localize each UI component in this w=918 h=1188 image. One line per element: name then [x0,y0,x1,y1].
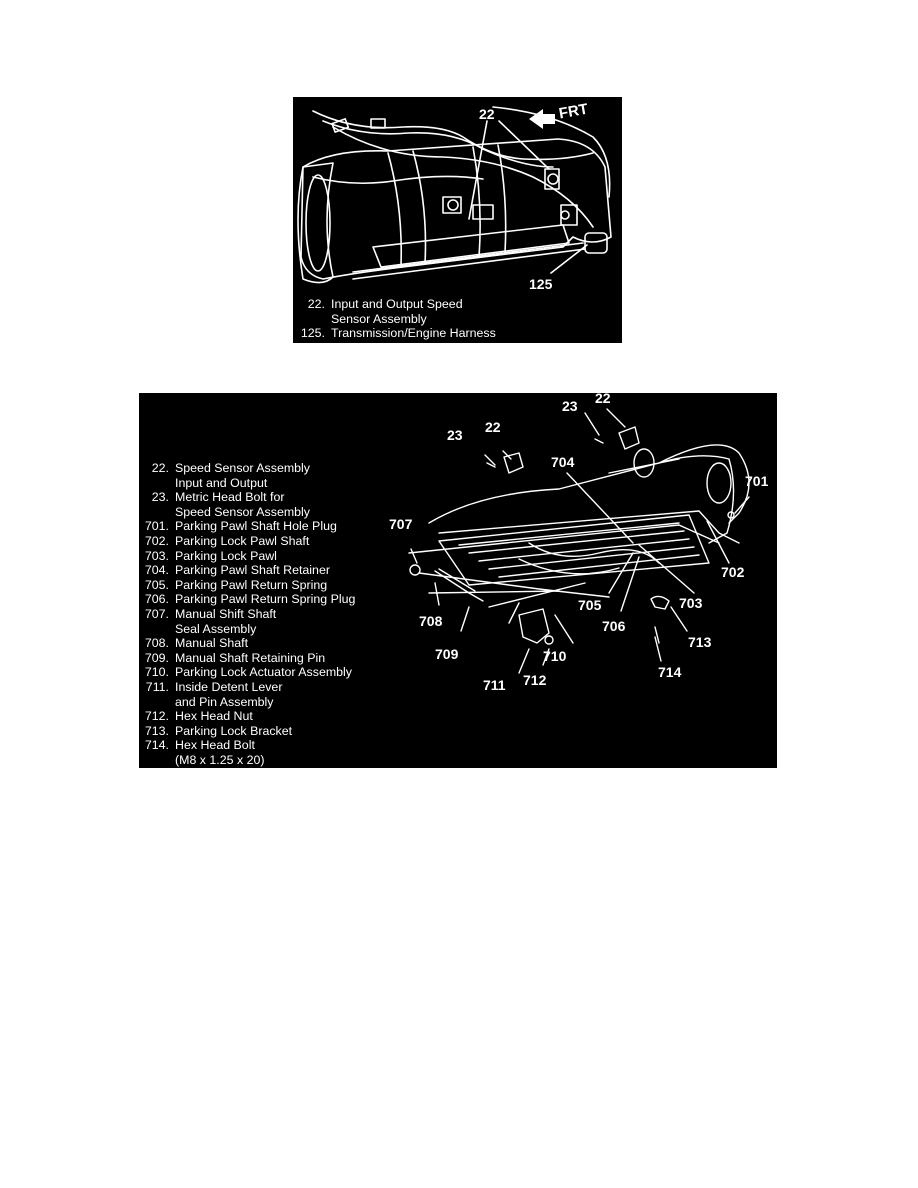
callout-708: 708 [419,613,443,629]
legend-number: 706. [144,592,169,607]
legend-text: Transmission/Engine Harness [331,326,496,341]
legend-text: Metric Head Bolt for [175,490,285,505]
legend-entry [297,326,496,341]
legend-text: Seal Assembly [175,621,257,636]
legend-entry [139,695,355,710]
figure-transmission-harness [293,97,622,343]
legend-number: 22. [151,461,169,475]
legend-entry [139,622,355,637]
callout-706: 706 [602,618,626,634]
legend-entry [139,519,355,534]
legend-text: Manual Shift Shaft [175,606,277,621]
legend-entry [139,592,355,607]
legend-entry [139,578,355,593]
legend-text: Sensor Assembly [331,311,427,326]
front-marker-label: FRT [557,100,590,123]
legend-number: 701. [144,519,169,534]
legend-text: Parking Lock Pawl Shaft [175,533,310,548]
legend-entry [139,490,355,505]
callout-711: 711 [483,677,506,693]
legend-text: and Pin Assembly [175,694,274,709]
callout-22-lower: 22 [485,419,501,435]
legend-number: 714. [144,738,169,753]
legend-number [139,622,169,637]
callout-704: 704 [551,454,575,470]
legend-entry [139,724,355,739]
figure1-legend [297,297,496,341]
legend-number: 702. [144,533,169,548]
legend-text: Input and Output [175,475,268,490]
legend-text: Inside Detent Lever [175,679,283,694]
legend-entry [139,709,355,724]
legend-number: 707. [144,606,169,621]
callout-713: 713 [688,634,712,650]
legend-text: Parking Pawl Shaft Hole Plug [175,519,337,534]
callout-23-lower: 23 [447,427,463,443]
callout-710: 710 [543,648,567,664]
callout-22: 22 [479,106,495,122]
legend-text: Manual Shaft [175,636,249,651]
legend-entry [139,753,355,768]
legend-text: Speed Sensor Assembly [175,504,310,519]
legend-number: 125. [300,326,325,341]
legend-entry [139,651,355,666]
legend-text: Parking Lock Bracket [175,723,293,738]
legend-entry [139,680,355,695]
callout-125: 125 [529,276,553,292]
legend-entry [139,476,355,491]
legend-number: 23. [151,490,169,505]
legend-entry [139,505,355,520]
legend-number: 703. [144,548,169,563]
legend-entry [297,297,496,312]
legend-number: 713. [144,723,169,738]
callout-714: 714 [658,664,682,680]
legend-number: 705. [144,577,169,592]
callout-707: 707 [389,516,413,532]
front-arrow-icon [529,109,555,129]
legend-number: 708. [144,636,169,651]
legend-text: Hex Head Bolt [175,738,255,753]
callout-701: 701 [745,473,769,489]
callout-23-upper: 23 [562,398,578,414]
legend-number: 712. [144,709,169,724]
legend-entry [139,563,355,578]
legend-text: Speed Sensor Assembly [175,461,310,475]
callout-709: 709 [435,646,459,662]
legend-entry [139,607,355,622]
legend-entry [139,461,355,476]
legend-entry [139,636,355,651]
legend-text: Parking Lock Actuator Assembly [175,665,352,680]
callout-22-upper: 22 [595,393,611,406]
legend-text: Parking Pawl Shaft Retainer [175,563,330,578]
legend-text: Manual Shaft Retaining Pin [175,650,326,665]
legend-entry [139,534,355,549]
legend-entry [139,738,355,753]
legend-text: Parking Pawl Return Spring [175,577,328,592]
legend-number [139,753,169,768]
legend-text: Parking Pawl Return Spring Plug [175,592,356,607]
legend-text: (M8 x 1.25 x 20) [175,752,265,767]
callout-702: 702 [721,564,745,580]
legend-number: 709. [144,650,169,665]
callout-705: 705 [578,597,602,613]
legend-entry [297,312,496,327]
legend-number [297,312,325,327]
figure2-legend [139,461,355,767]
legend-entry [139,665,355,680]
figure-parking-lock-exploded [139,393,777,768]
legend-text: Input and Output Speed [331,297,463,311]
callout-703: 703 [679,595,703,611]
legend-text: Hex Head Nut [175,709,253,724]
legend-number [139,505,169,520]
callout-712: 712 [523,672,547,688]
legend-number: 22. [307,297,325,311]
legend-text: Parking Lock Pawl [175,548,277,563]
legend-number [139,476,169,491]
legend-number: 711. [145,679,169,694]
legend-number: 704. [144,563,169,578]
legend-number: 710. [144,665,169,680]
legend-entry [139,549,355,564]
legend-number [139,695,169,710]
